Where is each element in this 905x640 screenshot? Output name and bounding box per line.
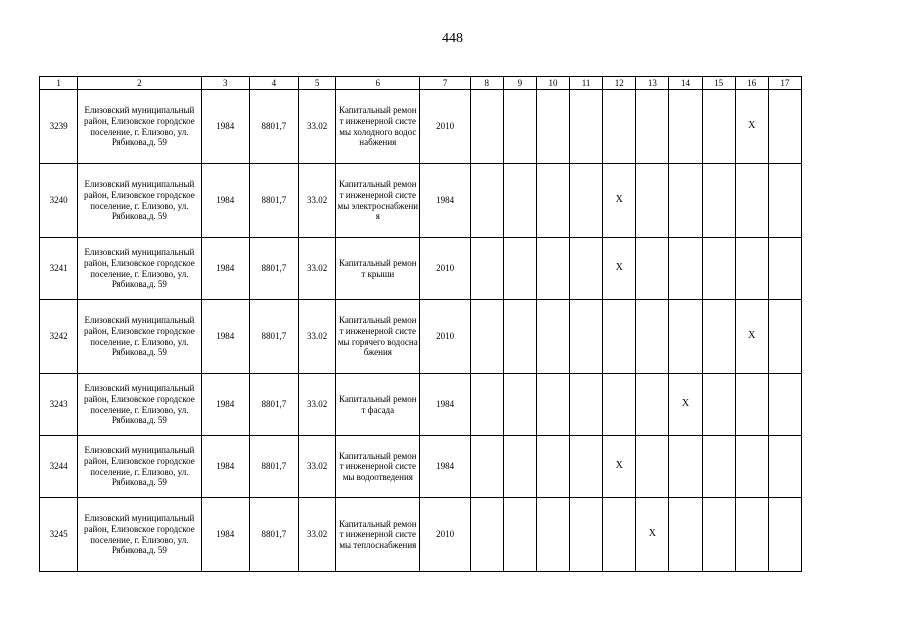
work-type-cell: Капитальный ремонт инженерной системы холодного водоснабжения <box>336 90 420 164</box>
table-row <box>40 374 802 436</box>
mark-cell-col-12 <box>603 300 636 374</box>
mark-cell-col-15 <box>702 498 735 572</box>
mark-cell-col-10 <box>536 90 569 164</box>
mark-cell-col-10 <box>536 436 569 498</box>
column-header: 1 <box>40 77 78 90</box>
mark-cell-col-16: X <box>735 300 768 374</box>
mark-cell-col-8 <box>470 164 503 238</box>
mark-cell-col-13 <box>636 238 669 300</box>
column-header: 16 <box>735 77 768 90</box>
code-cell: 33.02 <box>299 498 336 572</box>
mark-cell-col-11 <box>570 90 603 164</box>
mark-cell-col-17 <box>768 238 801 300</box>
row-number: 3241 <box>40 238 78 300</box>
mark-cell-col-17 <box>768 436 801 498</box>
plan-year-cell: 2010 <box>420 498 470 572</box>
area-cell: 8801,7 <box>249 436 298 498</box>
plan-year-cell: 2010 <box>420 300 470 374</box>
work-type-cell: Капитальный ремонт крыши <box>336 238 420 300</box>
mark-cell-col-13 <box>636 300 669 374</box>
register-table <box>39 76 802 572</box>
area-cell: 8801,7 <box>249 164 298 238</box>
address-cell: Елизовский муниципальный район, Елизовское городское поселение, г. Елизово, ул. Рябикова,д. 59 <box>78 436 201 498</box>
address-cell: Елизовский муниципальный район, Елизовское городское поселение, г. Елизово, ул. Рябикова,д. 59 <box>78 374 201 436</box>
mark-cell-col-8 <box>470 300 503 374</box>
mark-cell-col-13 <box>636 436 669 498</box>
mark-cell-col-15 <box>702 90 735 164</box>
mark-cell-col-16: X <box>735 90 768 164</box>
table-row <box>40 164 802 238</box>
column-header: 4 <box>249 77 298 90</box>
column-header: 10 <box>536 77 569 90</box>
mark-cell-col-10 <box>536 238 569 300</box>
mark-cell-col-8 <box>470 90 503 164</box>
mark-cell-col-12 <box>603 498 636 572</box>
mark-cell-col-14 <box>669 90 702 164</box>
address-cell: Елизовский муниципальный район, Елизовское городское поселение, г. Елизово, ул. Рябикова,д. 59 <box>78 90 201 164</box>
table-body <box>40 90 802 572</box>
mark-cell-col-15 <box>702 300 735 374</box>
plan-year-cell: 2010 <box>420 238 470 300</box>
code-cell: 33.02 <box>299 436 336 498</box>
mark-cell-col-15 <box>702 164 735 238</box>
mark-cell-col-14 <box>669 498 702 572</box>
code-cell: 33.02 <box>299 300 336 374</box>
year-cell: 1984 <box>201 238 249 300</box>
plan-year-cell: 1984 <box>420 374 470 436</box>
mark-cell-col-15 <box>702 374 735 436</box>
mark-cell-col-16 <box>735 164 768 238</box>
row-number: 3240 <box>40 164 78 238</box>
column-header: 9 <box>503 77 536 90</box>
code-cell: 33.02 <box>299 374 336 436</box>
mark-cell-col-17 <box>768 90 801 164</box>
area-cell: 8801,7 <box>249 238 298 300</box>
mark-cell-col-14 <box>669 164 702 238</box>
column-header: 2 <box>78 77 201 90</box>
mark-cell-col-16 <box>735 436 768 498</box>
column-header: 15 <box>702 77 735 90</box>
plan-year-cell: 2010 <box>420 90 470 164</box>
mark-cell-col-16 <box>735 374 768 436</box>
mark-cell-col-9 <box>503 436 536 498</box>
mark-cell-col-11 <box>570 498 603 572</box>
mark-cell-col-11 <box>570 374 603 436</box>
mark-cell-col-12 <box>603 374 636 436</box>
plan-year-cell: 1984 <box>420 436 470 498</box>
mark-cell-col-17 <box>768 374 801 436</box>
area-cell: 8801,7 <box>249 374 298 436</box>
work-type-cell: Капитальный ремонт инженерной системы теплоснабжения <box>336 498 420 572</box>
code-cell: 33.02 <box>299 238 336 300</box>
mark-cell-col-13: X <box>636 498 669 572</box>
mark-cell-col-9 <box>503 498 536 572</box>
mark-cell-col-11 <box>570 238 603 300</box>
mark-cell-col-13 <box>636 164 669 238</box>
address-cell: Елизовский муниципальный район, Елизовское городское поселение, г. Елизово, ул. Рябикова,д. 59 <box>78 238 201 300</box>
mark-cell-col-17 <box>768 498 801 572</box>
work-type-cell: Капитальный ремонт инженерной системы электроснабжения <box>336 164 420 238</box>
mark-cell-col-10 <box>536 374 569 436</box>
work-type-cell: Капитальный ремонт инженерной системы горячего водоснабжения <box>336 300 420 374</box>
table-row <box>40 238 802 300</box>
mark-cell-col-9 <box>503 90 536 164</box>
code-cell: 33.02 <box>299 90 336 164</box>
column-header: 6 <box>336 77 420 90</box>
mark-cell-col-16 <box>735 238 768 300</box>
page-number: 448 <box>442 31 463 46</box>
mark-cell-col-9 <box>503 238 536 300</box>
column-header: 7 <box>420 77 470 90</box>
mark-cell-col-12 <box>603 90 636 164</box>
mark-cell-col-12: X <box>603 436 636 498</box>
work-type-cell: Капитальный ремонт инженерной системы водоотведения <box>336 436 420 498</box>
mark-cell-col-11 <box>570 300 603 374</box>
mark-cell-col-10 <box>536 300 569 374</box>
address-cell: Елизовский муниципальный район, Елизовское городское поселение, г. Елизово, ул. Рябикова,д. 59 <box>78 498 201 572</box>
area-cell: 8801,7 <box>249 300 298 374</box>
column-header: 5 <box>299 77 336 90</box>
year-cell: 1984 <box>201 164 249 238</box>
mark-cell-col-13 <box>636 90 669 164</box>
column-header: 3 <box>201 77 249 90</box>
year-cell: 1984 <box>201 90 249 164</box>
mark-cell-col-12: X <box>603 164 636 238</box>
mark-cell-col-14 <box>669 300 702 374</box>
mark-cell-col-15 <box>702 436 735 498</box>
year-cell: 1984 <box>201 436 249 498</box>
mark-cell-col-15 <box>702 238 735 300</box>
area-cell: 8801,7 <box>249 90 298 164</box>
mark-cell-col-17 <box>768 164 801 238</box>
code-cell: 33.02 <box>299 164 336 238</box>
mark-cell-col-8 <box>470 436 503 498</box>
column-header: 17 <box>768 77 801 90</box>
mark-cell-col-10 <box>536 498 569 572</box>
column-header: 8 <box>470 77 503 90</box>
column-header: 12 <box>603 77 636 90</box>
mark-cell-col-9 <box>503 300 536 374</box>
mark-cell-col-14 <box>669 238 702 300</box>
table-row <box>40 498 802 572</box>
mark-cell-col-12: X <box>603 238 636 300</box>
year-cell: 1984 <box>201 498 249 572</box>
mark-cell-col-8 <box>470 498 503 572</box>
mark-cell-col-17 <box>768 300 801 374</box>
mark-cell-col-10 <box>536 164 569 238</box>
year-cell: 1984 <box>201 374 249 436</box>
column-header: 13 <box>636 77 669 90</box>
row-number: 3239 <box>40 90 78 164</box>
mark-cell-col-9 <box>503 164 536 238</box>
row-number: 3244 <box>40 436 78 498</box>
mark-cell-col-8 <box>470 238 503 300</box>
column-header: 11 <box>570 77 603 90</box>
row-number: 3243 <box>40 374 78 436</box>
column-header: 14 <box>669 77 702 90</box>
address-cell: Елизовский муниципальный район, Елизовское городское поселение, г. Елизово, ул. Рябикова,д. 59 <box>78 164 201 238</box>
plan-year-cell: 1984 <box>420 164 470 238</box>
table-row <box>40 300 802 374</box>
mark-cell-col-9 <box>503 374 536 436</box>
address-cell: Елизовский муниципальный район, Елизовское городское поселение, г. Елизово, ул. Рябикова,д. 59 <box>78 300 201 374</box>
row-number: 3242 <box>40 300 78 374</box>
year-cell: 1984 <box>201 300 249 374</box>
work-type-cell: Капитальный ремонт фасада <box>336 374 420 436</box>
area-cell: 8801,7 <box>249 498 298 572</box>
mark-cell-col-11 <box>570 164 603 238</box>
mark-cell-col-16 <box>735 498 768 572</box>
table-row <box>40 90 802 164</box>
table-row <box>40 436 802 498</box>
mark-cell-col-8 <box>470 374 503 436</box>
header-row <box>40 77 802 90</box>
row-number: 3245 <box>40 498 78 572</box>
mark-cell-col-11 <box>570 436 603 498</box>
mark-cell-col-13 <box>636 374 669 436</box>
mark-cell-col-14 <box>669 436 702 498</box>
mark-cell-col-14: X <box>669 374 702 436</box>
